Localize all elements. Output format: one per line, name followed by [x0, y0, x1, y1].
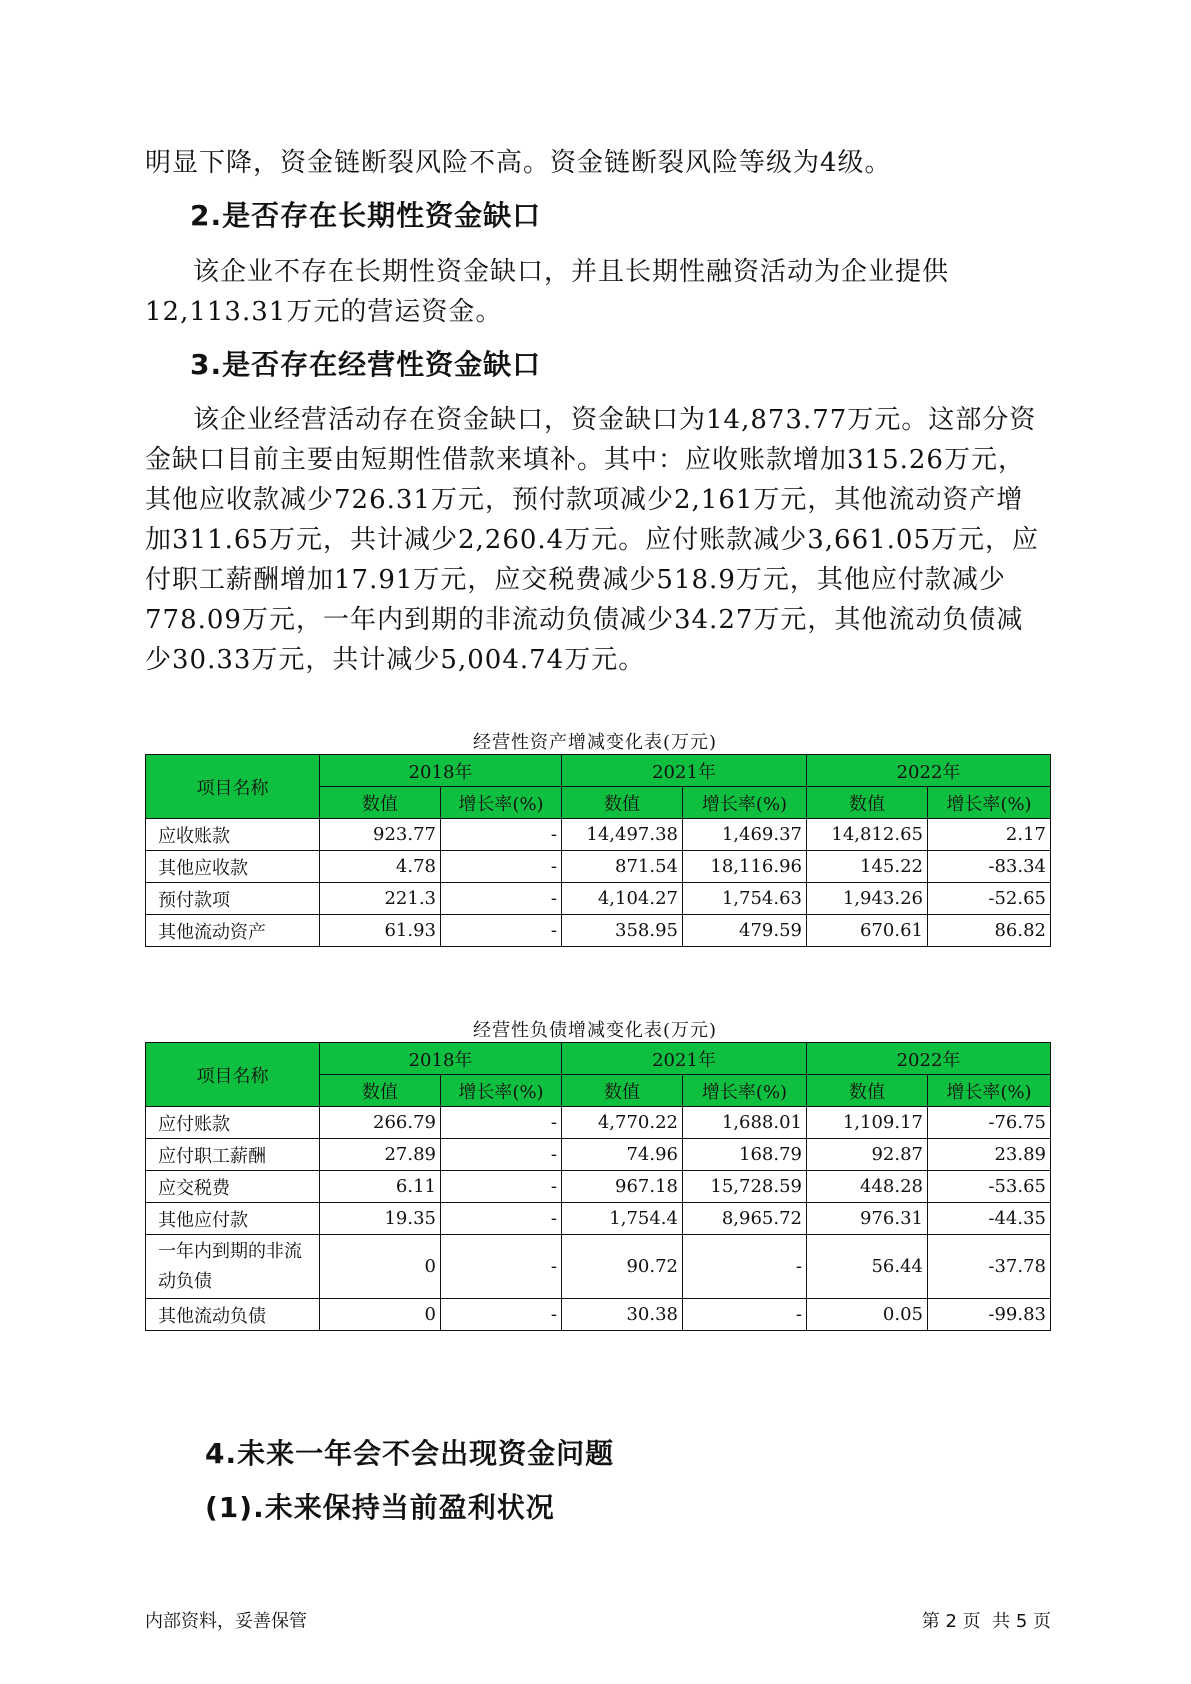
cell-2021-value: 967.18	[562, 1171, 683, 1203]
cell-2021-rate: 15,728.59	[683, 1171, 807, 1203]
cell-2018-rate: -	[441, 883, 562, 915]
cell-2022-rate: 23.89	[928, 1139, 1051, 1171]
table1-caption: 经营性资产增减变化表(万元)	[472, 732, 718, 753]
cell-2021-value: 90.72	[562, 1235, 683, 1299]
cell-2022-value: 670.61	[807, 915, 928, 947]
cell-2021-value: 358.95	[562, 915, 683, 947]
cell-2018-value: 221.3	[320, 883, 441, 915]
row-label: 应交税费	[146, 1171, 320, 1203]
cell-2018-rate: -	[441, 1107, 562, 1139]
cell-2021-rate: 1,688.01	[683, 1107, 807, 1139]
table-row	[146, 1171, 1051, 1203]
cell-2018-value: 19.35	[320, 1203, 441, 1235]
col-header-rate: 增长率(%)	[441, 1075, 562, 1107]
cell-2018-value: 0	[320, 1235, 441, 1299]
paragraph-intro: 明显下降，资金链断裂风险不高。资金链断裂风险等级为4级。	[145, 148, 892, 178]
cell-2022-rate: -37.78	[928, 1235, 1051, 1299]
cell-2018-value: 923.77	[320, 819, 441, 851]
cell-2022-rate: -83.34	[928, 851, 1051, 883]
heading-keep-profit: (1).未来保持当前盈利状况	[205, 1491, 555, 1524]
col-header-rate: 增长率(%)	[683, 1075, 807, 1107]
cell-2021-rate: -	[683, 1299, 807, 1331]
col-header-rate: 增长率(%)	[928, 787, 1051, 819]
cell-2022-value: 976.31	[807, 1203, 928, 1235]
cell-2021-value: 871.54	[562, 851, 683, 883]
col-header-2018: 2018年	[320, 1043, 562, 1075]
col-header-2018: 2018年	[320, 755, 562, 787]
table-row	[146, 915, 1051, 947]
cell-2022-rate: 86.82	[928, 915, 1051, 947]
cell-2021-rate: 1,469.37	[683, 819, 807, 851]
row-label: 预付款项	[146, 883, 320, 915]
table-row	[146, 1203, 1051, 1235]
row-label: 其他流动负债	[146, 1299, 320, 1331]
col-header-value: 数值	[562, 787, 683, 819]
cell-2022-value: 56.44	[807, 1235, 928, 1299]
cell-2021-rate: -	[683, 1235, 807, 1299]
cell-2018-value: 61.93	[320, 915, 441, 947]
table-row	[146, 883, 1051, 915]
cell-2021-value: 74.96	[562, 1139, 683, 1171]
cell-2021-rate: 8,965.72	[683, 1203, 807, 1235]
cell-2018-value: 4.78	[320, 851, 441, 883]
cell-2021-rate: 1,754.63	[683, 883, 807, 915]
cell-2022-value: 0.05	[807, 1299, 928, 1331]
col-header-2022: 2022年	[807, 755, 1051, 787]
cell-2022-rate: 2.17	[928, 819, 1051, 851]
table-row	[146, 819, 1051, 851]
cell-2022-value: 1,943.26	[807, 883, 928, 915]
row-label: 应付账款	[146, 1107, 320, 1139]
table-row	[146, 1139, 1051, 1171]
cell-2022-rate: -52.65	[928, 883, 1051, 915]
col-header-value: 数值	[320, 1075, 441, 1107]
cell-2018-rate: -	[441, 1235, 562, 1299]
cell-2022-value: 14,812.65	[807, 819, 928, 851]
row-label: 其他流动资产	[146, 915, 320, 947]
table-row	[146, 851, 1051, 883]
cell-2022-rate: -99.83	[928, 1299, 1051, 1331]
cell-2018-rate: -	[441, 1139, 562, 1171]
col-header-rate: 增长率(%)	[441, 787, 562, 819]
paragraph-long-term-gap: 该企业不存在长期性资金缺口，并且长期性融资活动为企业提供12,113.31万元的营运资金。	[145, 257, 950, 327]
row-label: 其他应收款	[146, 851, 320, 883]
table2-caption: 经营性负债增减变化表(万元)	[472, 1020, 718, 1041]
row-label: 一年内到期的非流动负债	[146, 1235, 320, 1299]
cell-2018-value: 6.11	[320, 1171, 441, 1203]
col-header-item-name: 项目名称	[146, 755, 320, 819]
cell-2022-value: 1,109.17	[807, 1107, 928, 1139]
cell-2022-rate: -44.35	[928, 1203, 1051, 1235]
table-row	[146, 1235, 1051, 1299]
row-label: 应付职工薪酬	[146, 1139, 320, 1171]
cell-2018-rate: -	[441, 915, 562, 947]
cell-2021-value: 4,104.27	[562, 883, 683, 915]
cell-2018-rate: -	[441, 851, 562, 883]
cell-2021-rate: 18,116.96	[683, 851, 807, 883]
operating-assets-table	[145, 754, 1051, 947]
cell-2021-value: 14,497.38	[562, 819, 683, 851]
cell-2018-rate: -	[441, 1203, 562, 1235]
col-header-item-name: 项目名称	[146, 1043, 320, 1107]
cell-2022-rate: -76.75	[928, 1107, 1051, 1139]
cell-2021-rate: 479.59	[683, 915, 807, 947]
row-label: 应收账款	[146, 819, 320, 851]
cell-2022-value: 145.22	[807, 851, 928, 883]
table-row	[146, 1107, 1051, 1139]
cell-2021-value: 30.38	[562, 1299, 683, 1331]
heading-operating-gap: 3.是否存在经营性资金缺口	[190, 348, 542, 381]
heading-long-term-gap: 2.是否存在长期性资金缺口	[190, 199, 542, 232]
col-header-value: 数值	[320, 787, 441, 819]
footer-confidential: 内部资料，妥善保管	[145, 1611, 307, 1632]
cell-2018-rate: -	[441, 819, 562, 851]
cell-2018-value: 0	[320, 1299, 441, 1331]
row-label: 其他应付款	[146, 1203, 320, 1235]
cell-2022-value: 92.87	[807, 1139, 928, 1171]
col-header-value: 数值	[562, 1075, 683, 1107]
operating-liabilities-table	[145, 1042, 1051, 1331]
col-header-rate: 增长率(%)	[683, 787, 807, 819]
col-header-2021: 2021年	[562, 755, 807, 787]
cell-2018-rate: -	[441, 1299, 562, 1331]
col-header-rate: 增长率(%)	[928, 1075, 1051, 1107]
col-header-value: 数值	[807, 1075, 928, 1107]
cell-2021-rate: 168.79	[683, 1139, 807, 1171]
paragraph-operating-gap: 该企业经营活动存在资金缺口，资金缺口为14,873.77万元。这部分资金缺口目前主要由短期性借款来填补。其中：应收账款增加315.26万元，其他应收款减少726.31万元，预付款项减少2,161万元，其他流动资产增加311.65万元，共计减少2,260.4万元。应付账款减少3,661.05万元，应付职工薪酬增加17.91万元，应交税费减少518.9万元，其他应付款减少778.09万元，一年内到期的非流动负债减少34.27万元，其他流动负债减少30.33万元，共计减少5,004.74万元。	[145, 405, 1039, 675]
col-header-2021: 2021年	[562, 1043, 807, 1075]
cell-2018-value: 27.89	[320, 1139, 441, 1171]
cell-2022-rate: -53.65	[928, 1171, 1051, 1203]
cell-2018-value: 266.79	[320, 1107, 441, 1139]
col-header-2022: 2022年	[807, 1043, 1051, 1075]
cell-2022-value: 448.28	[807, 1171, 928, 1203]
cell-2018-rate: -	[441, 1171, 562, 1203]
table-row	[146, 1299, 1051, 1331]
col-header-value: 数值	[807, 787, 928, 819]
footer-page-number: 第 2 页 共 5 页	[921, 1611, 1051, 1632]
heading-next-year: 4.未来一年会不会出现资金问题	[205, 1437, 615, 1470]
cell-2021-value: 1,754.4	[562, 1203, 683, 1235]
cell-2021-value: 4,770.22	[562, 1107, 683, 1139]
